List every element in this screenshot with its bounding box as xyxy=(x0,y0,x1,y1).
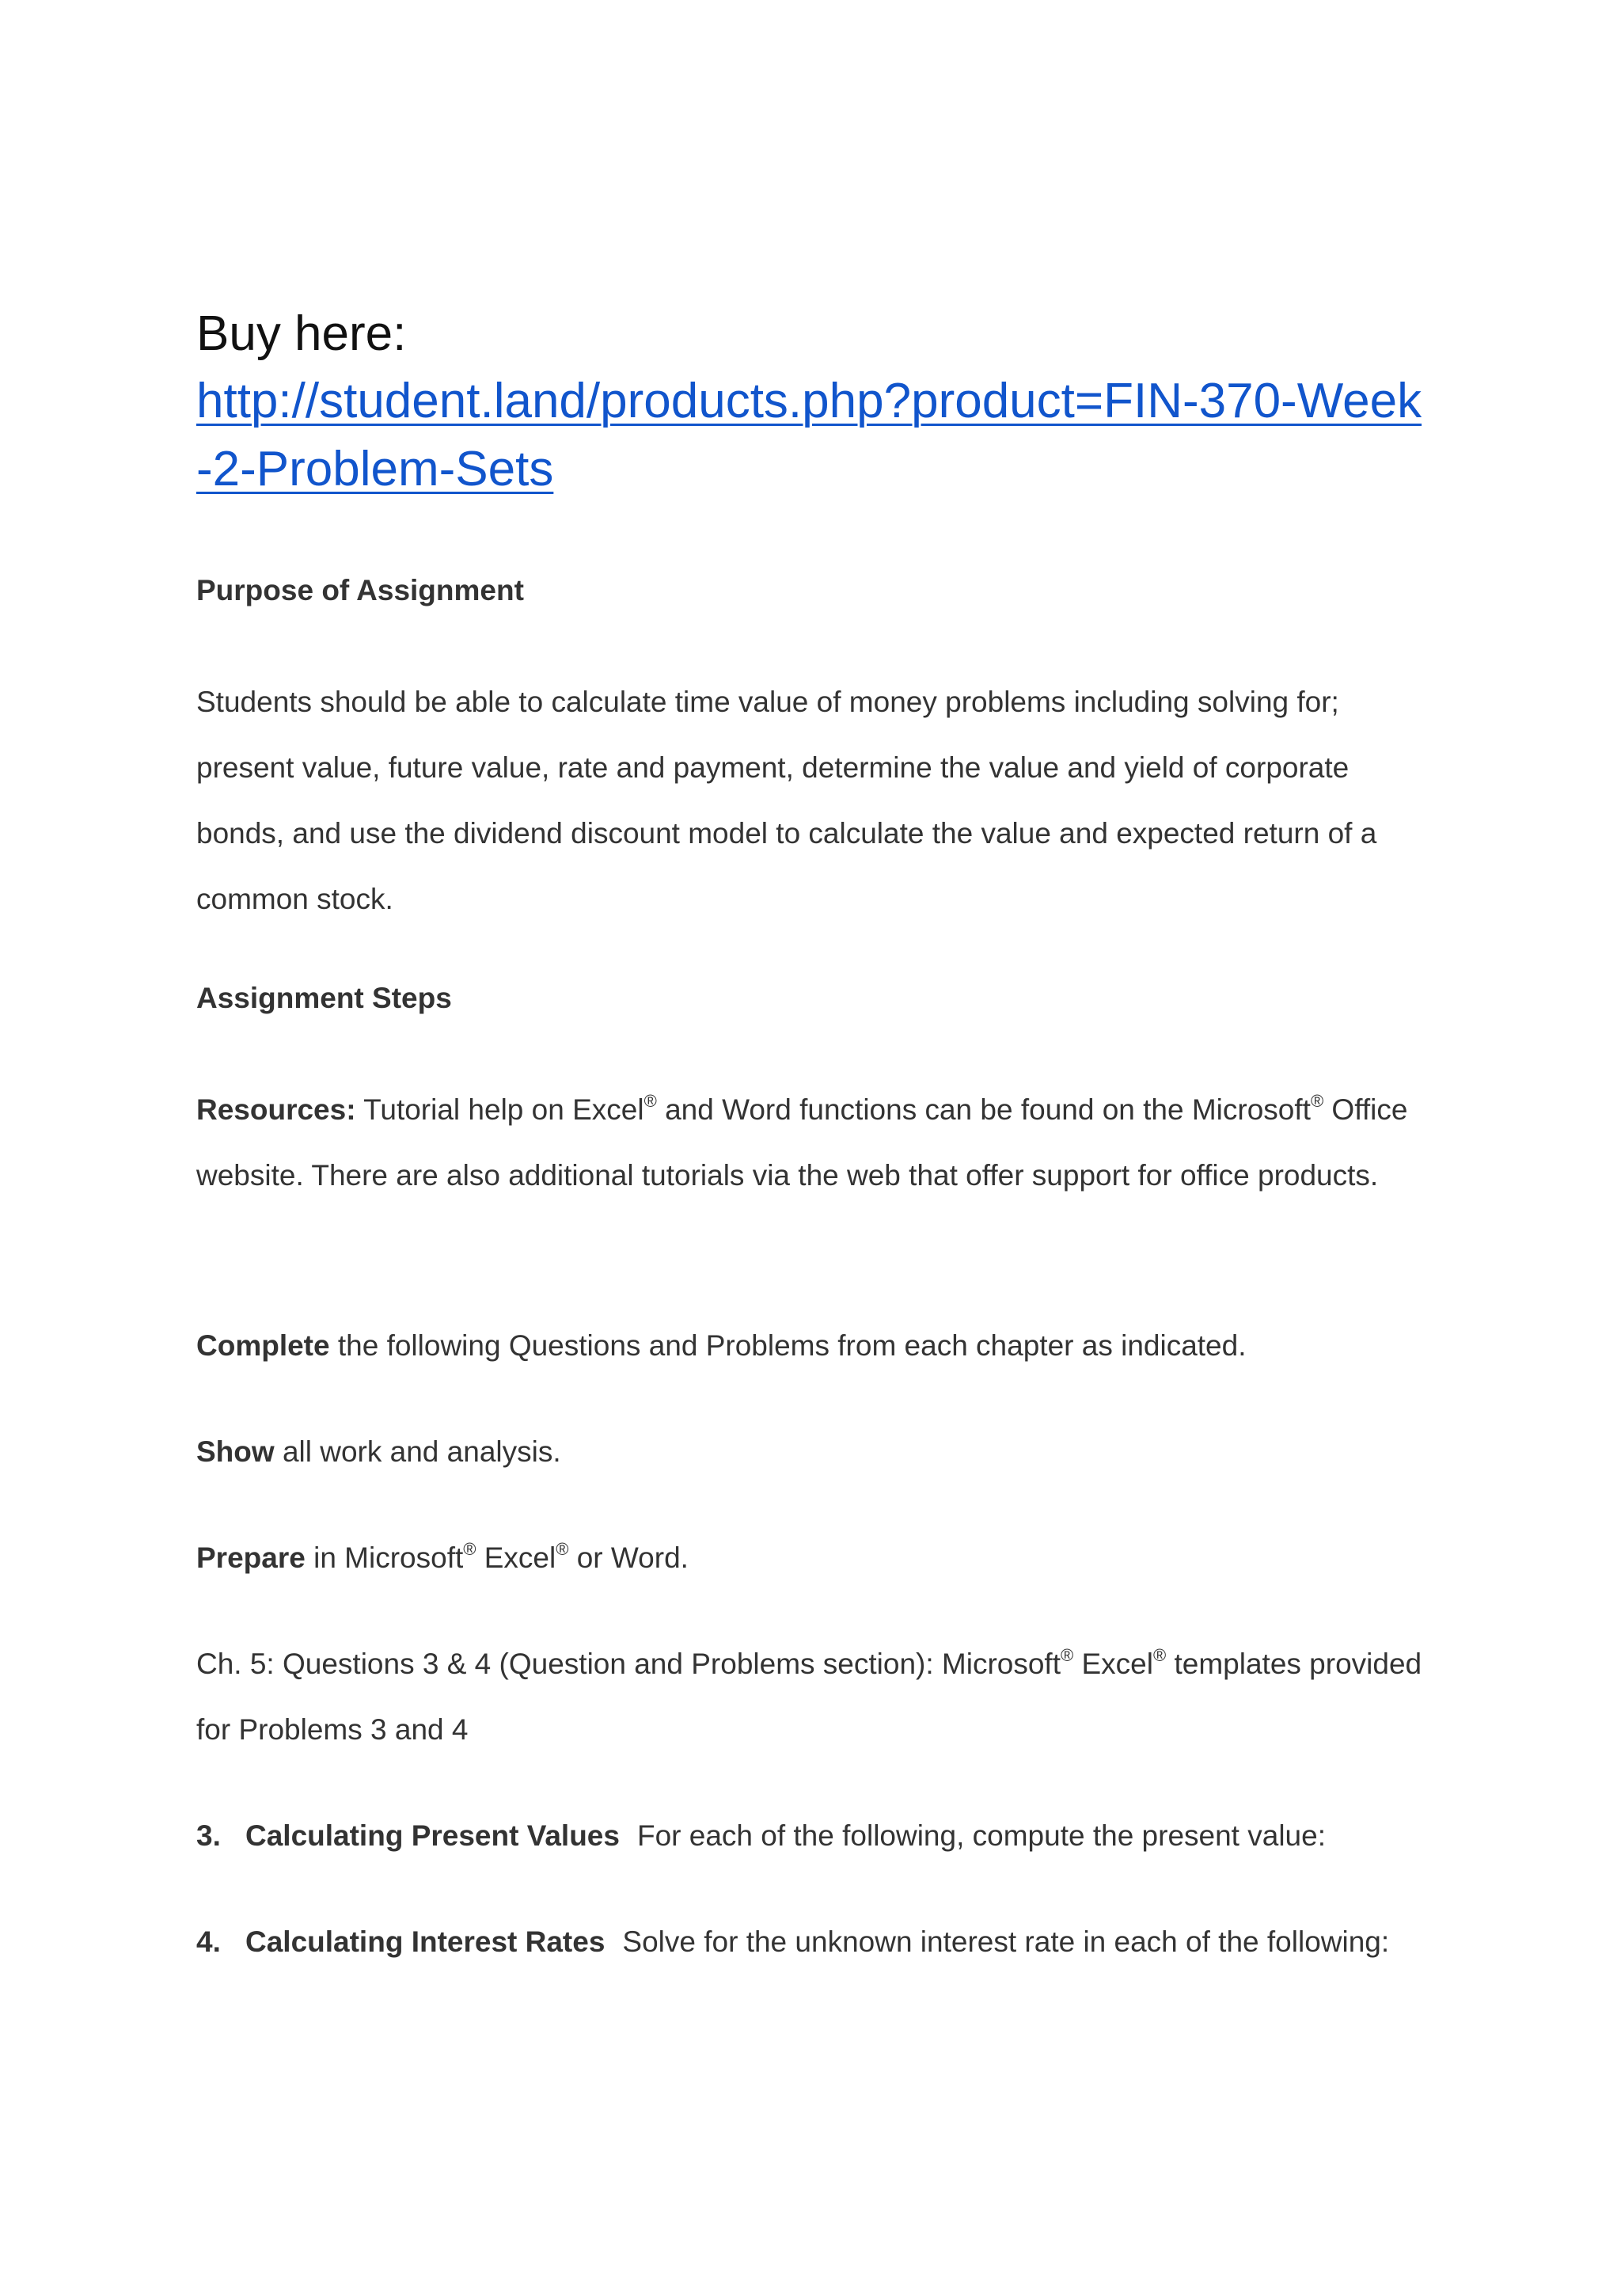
registered-mark: ® xyxy=(556,1539,569,1559)
problem-text: For each of the following, compute the present value: xyxy=(636,1819,1326,1852)
chapter-text-3: templates provided for Problems 3 and 4 xyxy=(196,1648,1422,1746)
problem-text: Solve for the unknown interest rate in each of the following: xyxy=(622,1925,1390,1958)
resources-text-1: Tutorial help on Excel xyxy=(355,1093,644,1126)
registered-mark: ® xyxy=(463,1539,476,1559)
resources-text-2: and Word functions can be found on the Microsoft xyxy=(656,1093,1311,1126)
complete-text: the following Questions and Problems from each chapter as indicated. xyxy=(329,1329,1247,1362)
prepare-text-3: or Word. xyxy=(568,1541,689,1574)
resources-paragraph xyxy=(196,1077,1431,1208)
complete-label: Complete xyxy=(196,1329,330,1362)
problem-4 xyxy=(196,1909,1431,1975)
buy-here-label: Buy here: xyxy=(196,306,407,361)
document-content xyxy=(196,301,1431,1958)
product-link[interactable]: http://student.land/products.php?product=FIN-370-Week-2-Problem-Sets xyxy=(196,374,1422,496)
complete-paragraph xyxy=(196,1313,1431,1378)
prepare-label: Prepare xyxy=(196,1541,306,1574)
problem-number: 3. xyxy=(196,1819,221,1852)
resources-label: Resources: xyxy=(196,1093,356,1126)
resources-text-3: Office website. There are also additional tutorials via the web that offer support for office products. xyxy=(196,1093,1408,1192)
prepare-text-1: in Microsoft xyxy=(305,1541,464,1574)
problem-number: 4. xyxy=(196,1925,221,1958)
prepare-paragraph xyxy=(196,1525,1431,1591)
show-label: Show xyxy=(196,1435,275,1468)
show-paragraph xyxy=(196,1419,1431,1484)
registered-mark: ® xyxy=(1061,1645,1074,1665)
purpose-paragraph: Students should be able to calculate time value of money problems including solving for; present value, future value, rate and payment, determine the value and yield of corporate bonds, and use the dividend discount model to calculate the value and expected return of a common stock. xyxy=(196,686,1377,915)
chapter-text-1: Ch. 5: Questions 3 & 4 (Question and Problems section): Microsoft xyxy=(196,1648,1061,1680)
chapter-paragraph xyxy=(196,1631,1431,1762)
problem-title: Calculating Present Values xyxy=(245,1819,620,1852)
registered-mark: ® xyxy=(1152,1645,1167,1665)
registered-mark: ® xyxy=(643,1091,657,1111)
problem-title: Calculating Interest Rates xyxy=(245,1925,606,1958)
prepare-text-2: Excel xyxy=(476,1541,556,1574)
chapter-text-2: Excel xyxy=(1073,1648,1153,1680)
problem-3 xyxy=(196,1803,1431,1868)
registered-mark: ® xyxy=(1310,1091,1324,1111)
show-text: all work and analysis. xyxy=(274,1435,561,1468)
purpose-heading: Purpose of Assignment xyxy=(196,574,524,606)
assignment-steps-heading: Assignment Steps xyxy=(196,982,452,1014)
